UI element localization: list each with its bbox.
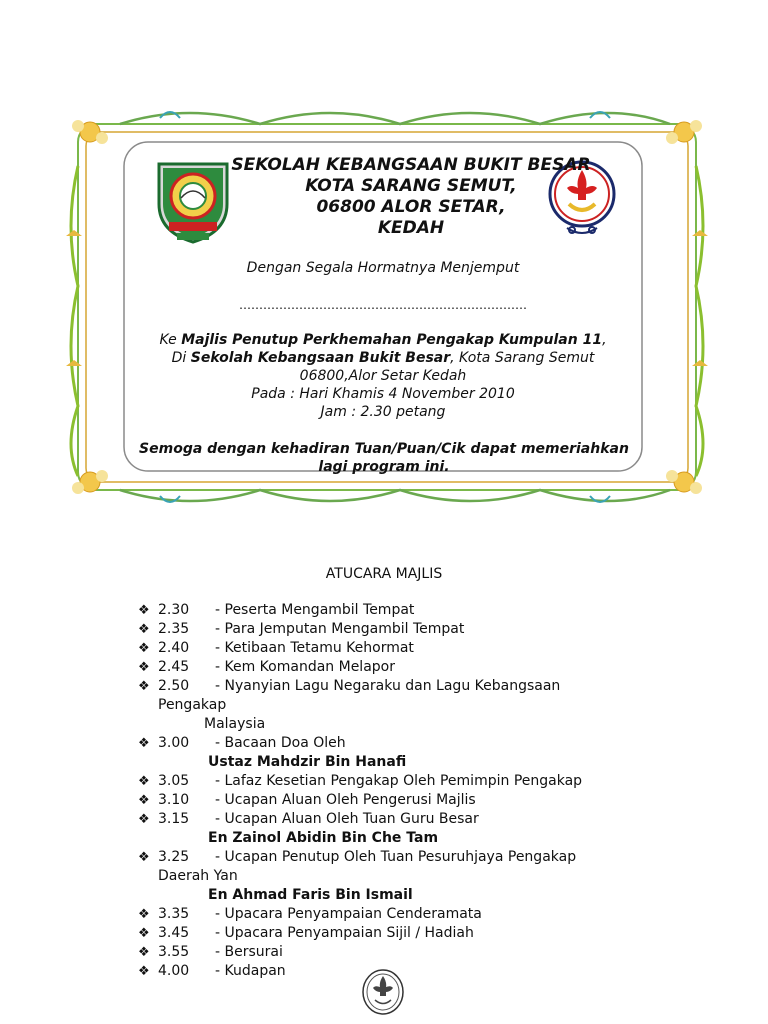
bullet-icon: ❖ <box>138 907 150 922</box>
item-continuation: Daerah Yan <box>158 868 238 884</box>
bullet-icon: ❖ <box>138 793 150 808</box>
item-time: 3.15 <box>158 811 190 827</box>
item-time: 3.25 <box>158 849 190 865</box>
list-item <box>138 734 658 753</box>
bullet-icon: ❖ <box>138 850 150 865</box>
item-desc: - Kudapan <box>215 963 286 979</box>
school-name-line-2: KOTA SARANG SEMUT, <box>305 176 517 196</box>
list-item <box>138 658 658 677</box>
item-desc: - Upacara Penyampaian Sijil / Hadiah <box>215 925 474 941</box>
date-line: Pada : Hari Khamis 4 November 2010 <box>251 386 515 402</box>
item-time: 2.50 <box>158 678 190 694</box>
list-item <box>138 791 658 810</box>
bullet-icon: ❖ <box>138 964 150 979</box>
item-desc: - Peserta Mengambil Tempat <box>215 602 415 618</box>
item-desc: - Kem Komandan Melapor <box>215 659 395 675</box>
person-name: En Ahmad Faris Bin Ismail <box>208 887 413 903</box>
item-continuation: Pengakap <box>158 697 227 713</box>
item-time: 3.55 <box>158 944 190 960</box>
item-time: 2.30 <box>158 602 190 618</box>
list-item <box>138 772 658 791</box>
item-desc: - Para Jemputan Mengambil Tempat <box>215 621 465 637</box>
item-desc: - Ucapan Aluan Oleh Pengerusi Majlis <box>215 792 476 808</box>
person-name: En Zainol Abidin Bin Che Tam <box>208 830 439 846</box>
schedule-list <box>138 601 658 981</box>
item-time: 3.10 <box>158 792 190 808</box>
list-item <box>138 924 658 943</box>
item-desc: - Nyanyian Lagu Negaraku dan Lagu Kebangsaan <box>215 678 561 694</box>
item-desc: - Upacara Penyampaian Cenderamata <box>215 906 482 922</box>
item-time: 2.45 <box>158 659 190 675</box>
bullet-icon: ❖ <box>138 774 150 789</box>
name-dotted-line: ……………………………………………………………… <box>239 298 527 312</box>
bullet-icon: ❖ <box>138 945 150 960</box>
time-line: Jam : 2.30 petang <box>320 404 446 420</box>
venue-line <box>123 349 643 367</box>
event-line <box>123 331 643 349</box>
item-desc: - Bacaan Doa Oleh <box>215 735 346 751</box>
item-continuation: Malaysia <box>204 716 266 732</box>
bullet-icon: ❖ <box>138 812 150 827</box>
bullet-icon: ❖ <box>138 660 150 675</box>
schedule-title: ATUCARA MAJLIS <box>325 566 443 582</box>
item-time: 2.40 <box>158 640 190 656</box>
list-item <box>138 905 658 924</box>
item-time: 3.35 <box>158 906 190 922</box>
list-item <box>138 620 658 639</box>
list-item <box>138 943 658 962</box>
bullet-icon: ❖ <box>138 603 150 618</box>
greeting-text: Dengan Segala Hormatnya Menjemput <box>246 260 520 276</box>
closing-line-2: lagi program ini. <box>318 459 450 475</box>
school-name-header <box>231 155 591 239</box>
bullet-icon: ❖ <box>138 679 150 694</box>
list-item <box>138 639 658 658</box>
bullet-icon: ❖ <box>138 926 150 941</box>
venue-prefix: Di <box>171 350 191 366</box>
list-item <box>138 810 658 829</box>
school-name-line-1: SEKOLAH KEBANGSAAN BUKIT BESAR <box>231 155 591 175</box>
venue-name: Sekolah Kebangsaan Bukit Besar <box>190 350 451 366</box>
school-name-line-3: 06800 ALOR SETAR, <box>316 197 506 217</box>
address-line: 06800,Alor Setar Kedah <box>299 368 467 384</box>
list-item <box>138 677 658 696</box>
list-item <box>138 848 658 867</box>
item-desc: - Ketibaan Tetamu Kehormat <box>215 640 414 656</box>
item-time: 3.05 <box>158 773 190 789</box>
scout-emblem-small-icon <box>360 968 406 1018</box>
school-name-line-4: KEDAH <box>377 218 445 238</box>
event-suffix: , <box>602 332 607 348</box>
closing-line-1: Semoga dengan kehadiran Tuan/Puan/Cik dapat memeriahkan <box>139 441 629 457</box>
item-desc: - Ucapan Aluan Oleh Tuan Guru Besar <box>215 811 479 827</box>
event-name: Majlis Penutup Perkhemahan Pengakap Kumpulan 11 <box>181 332 603 348</box>
bullet-icon: ❖ <box>138 736 150 751</box>
item-desc: - Ucapan Penutup Oleh Tuan Pesuruhjaya Pengakap <box>215 849 577 865</box>
item-time: 4.00 <box>158 963 190 979</box>
closing-text <box>110 440 658 476</box>
item-time: 3.45 <box>158 925 190 941</box>
school-crest-logo <box>155 158 231 244</box>
bullet-icon: ❖ <box>138 622 150 637</box>
person-name: Ustaz Mahdzir Bin Hanafi <box>208 754 407 770</box>
item-time: 3.00 <box>158 735 190 751</box>
item-desc: - Bersurai <box>215 944 283 960</box>
list-item <box>138 601 658 620</box>
item-desc: - Lafaz Kesetian Pengakap Oleh Pemimpin Pengakap <box>215 773 583 789</box>
bullet-icon: ❖ <box>138 641 150 656</box>
item-time: 2.35 <box>158 621 190 637</box>
event-prefix: Ke <box>159 332 182 348</box>
venue-suffix: , Kota Sarang Semut <box>450 350 595 366</box>
